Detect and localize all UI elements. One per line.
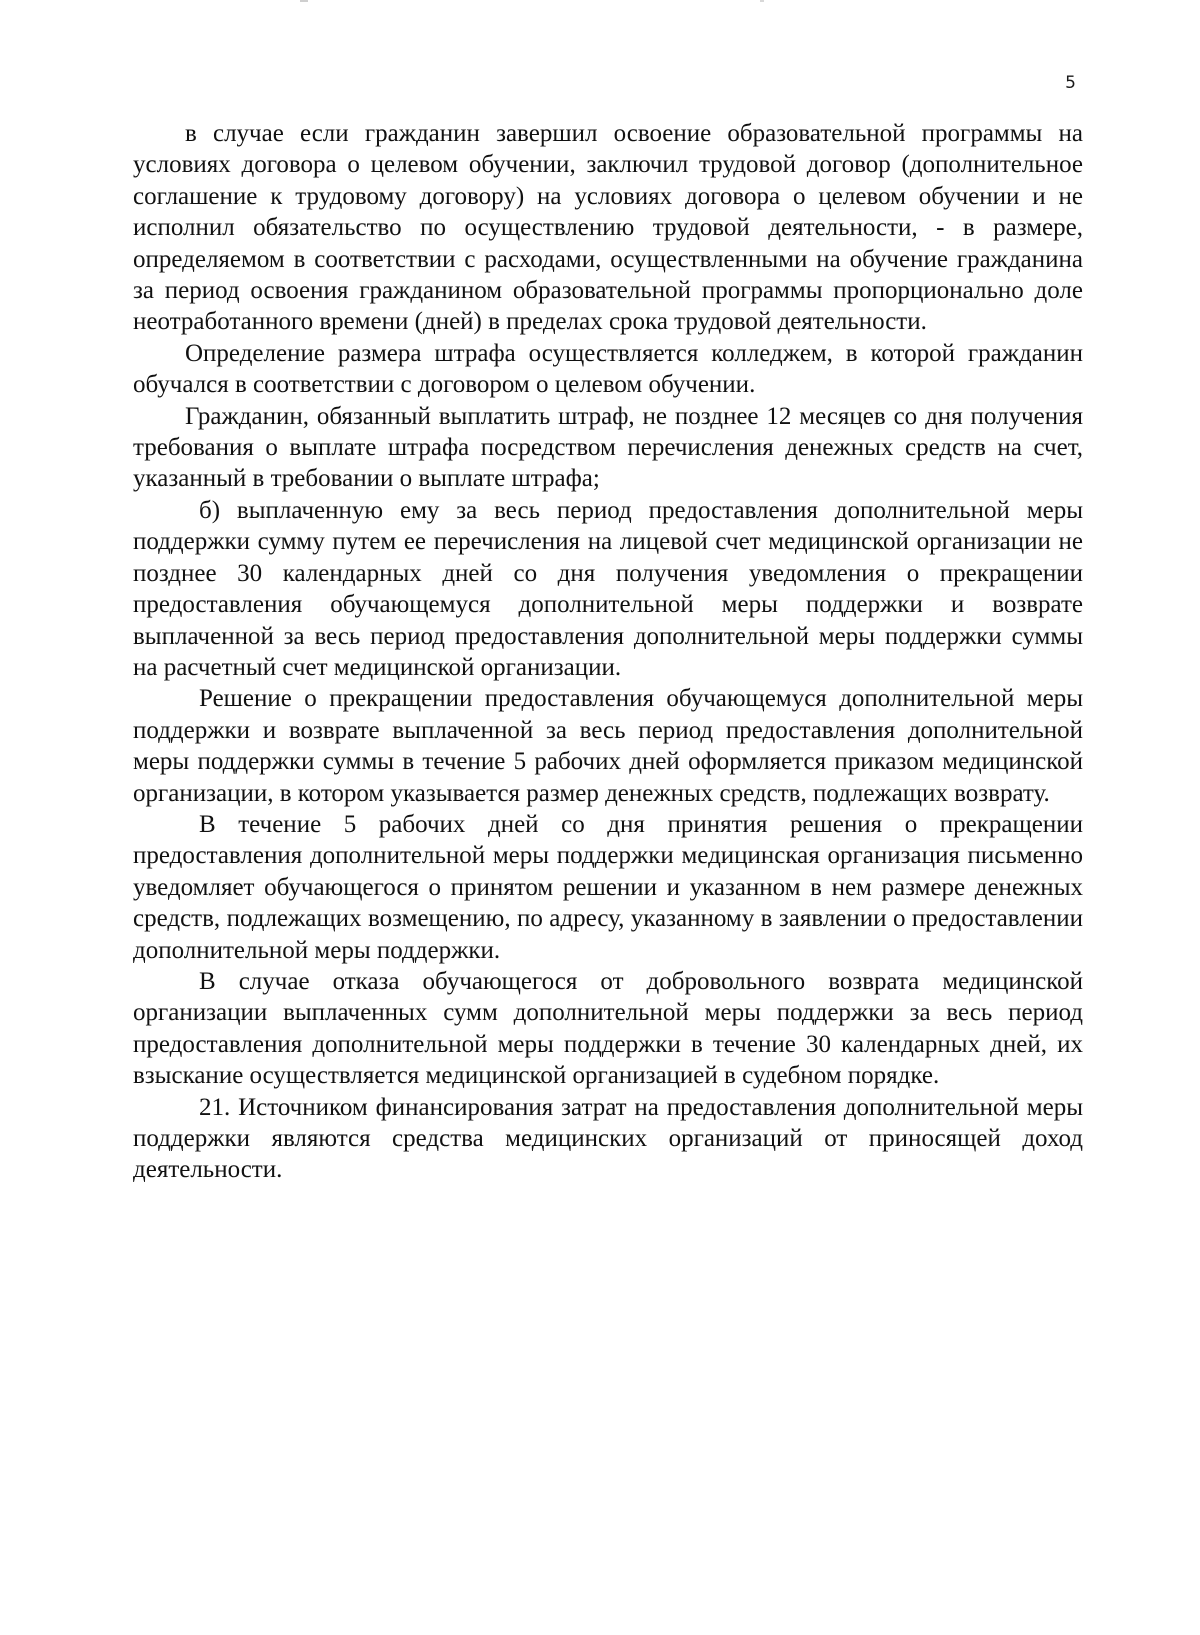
paragraph-penalty-payment: Гражданин, обязанный выплатить штраф, не позднее 12 месяцев со дня получения требования о выплате штрафа посредством перечисления денежных средств на счет, указанный в требовании о выплате штрафа; [133, 402, 1083, 493]
paragraph-refund-support: б) выплаченную ему за весь период предоставления дополнительной меры поддержки сумму путем ее перечисления на лицевой счет медицинской организации не позднее 30 календарных дней со дня получения уведомления о прекращении предоставления обучающемуся дополнительной меры поддержки и возврате выплаченной за весь период предоставления дополнительной меры поддержки суммы на расчетный счет медицинской организации. [133, 496, 1083, 681]
paragraph-penalty-amount: в случае если гражданин завершил освоение образовательной программы на условиях договора о целевом обучении, заключил трудовой договор (дополнительное соглашение к трудовому договору) на условиях договора о целевом обучении и не исполнил обязательство по осуществлению трудовой деятельности, - в размере, определяемом в соответствии с расходами, осуществленными на обучение гражданина за период освоения гражданином образовательной программы пропорционально доле неотработанного времени (дней) в пределах срока трудовой деятельности. [133, 120, 1083, 336]
paragraph-financing-source: 21. Источником финансирования затрат на предоставления дополнительной меры поддержки являются средства медицинских организаций от приносящей доход деятельности. [133, 1093, 1083, 1184]
document-body [133, 118, 1083, 1186]
paragraph-termination-decision: Решение о прекращении предоставления обучающемуся дополнительной меры поддержки и возврате выплаченной за весь период предоставления дополнительной меры поддержки суммы в течение 5 рабочих дней оформляется приказом медицинской организации, в котором указывается размер денежных средств, подлежащих возврату. [133, 685, 1083, 807]
scan-artifact-mark [300, 0, 308, 2]
paragraph-notification: В течение 5 рабочих дней со дня принятия решения о прекращении предоставления дополнительной меры поддержки медицинская организация письменно уведомляет обучающегося о принятом решении и указанном в нем размере денежных средств, подлежащих возмещению, по адресу, указанному в заявлении о предоставлении дополнительной меры поддержки. [133, 810, 1083, 964]
paragraph-refusal-recovery: В случае отказа обучающегося от добровольного возврата медицинской организации выплаченных сумм дополнительной меры поддержки за весь период предоставления дополнительной меры поддержки в течение 30 календарных дней, их взыскание осуществляется медицинской организацией в судебном порядке. [133, 967, 1083, 1090]
scan-artifact-mark [760, 0, 764, 2]
page-number: 5 [1065, 73, 1076, 93]
paragraph-penalty-determination: Определение размера штрафа осуществляется колледжем, в которой гражданин обучался в соответствии с договором о целевом обучении. [133, 339, 1083, 399]
